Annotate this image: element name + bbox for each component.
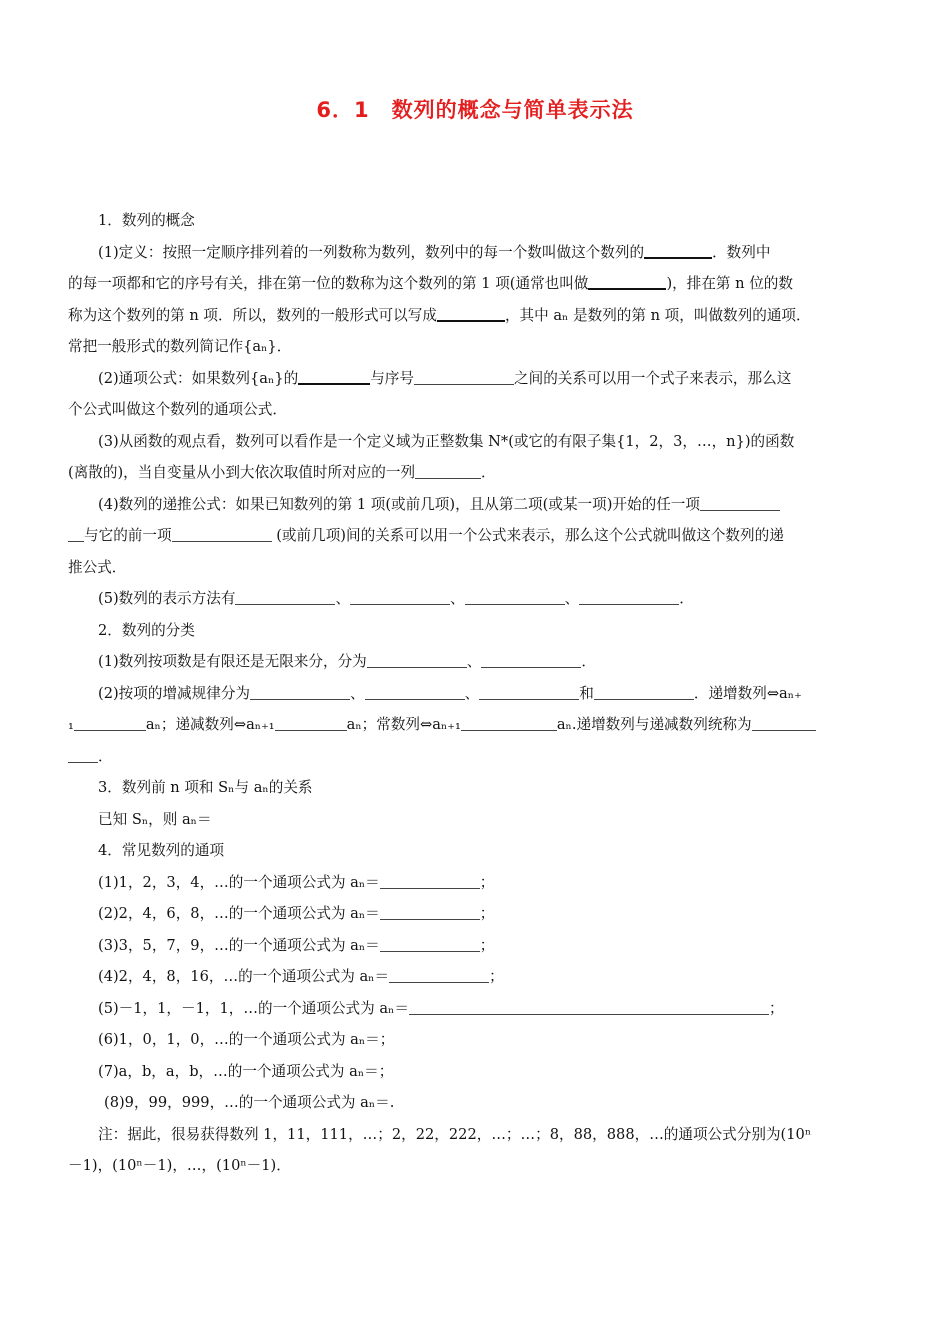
s3-line: 已知 Sₙ，则 aₙ＝ (98, 810, 212, 828)
document-body (68, 205, 884, 1182)
s4-note-line1: 注：据此，很易获得数列 1，11，111，…；2，22，222，…；…；8，88，888，…的通项公式分别为(10ⁿ (98, 1125, 812, 1143)
blank[interactable] (350, 589, 450, 605)
blank[interactable] (250, 684, 350, 700)
blank[interactable] (74, 715, 146, 731)
s2-p2-line3: ． (68, 741, 884, 773)
s1-p2-line2: 个公式叫做这个数列的通项公式． (68, 401, 287, 418)
blank[interactable] (172, 526, 272, 542)
section-3-heading: 3．数列前 n 项和 Sₙ与 aₙ的关系 (98, 779, 313, 796)
s4-item-5: (5)－1，1，－1，1，…的一个通项公式为 aₙ＝ ； (98, 999, 784, 1017)
blank[interactable] (68, 526, 84, 542)
section-4-heading: 4．常见数列的通项 (98, 842, 225, 859)
blank[interactable] (644, 242, 712, 259)
blank[interactable] (465, 589, 565, 605)
section-1-heading: 1．数列的概念 (98, 212, 195, 229)
s4-item-4: (4)2，4，8，16，…的一个通项公式为 aₙ＝ ； (98, 968, 504, 985)
s1-p5-line1: (5)数列的表示方法有 、 、 、 ． (98, 590, 694, 607)
blank[interactable] (588, 273, 666, 290)
blank[interactable] (365, 684, 465, 700)
blank[interactable] (594, 684, 694, 700)
blank[interactable] (479, 684, 579, 700)
s4-item-2: (2)2，4，6，8，…的一个通项公式为 aₙ＝ ； (98, 905, 495, 922)
blank[interactable] (235, 589, 335, 605)
page-title: 6．1 数列的概念与简单表示法 (316, 98, 634, 122)
s1-p3-line2: (离散的)，当自变量从小到大依次取值时所对应的一列 ． (68, 464, 496, 481)
blank[interactable] (367, 652, 467, 668)
blank[interactable] (298, 368, 370, 385)
blank[interactable] (700, 495, 780, 511)
s1-p4-line1: (4)数列的递推公式：如果已知数列的第 1 项(或前几项)，且从第二项(或某一项)开始的任一项 (68, 489, 884, 521)
blank[interactable] (414, 369, 514, 385)
s4-item-7: (7)a，b，a，b，…的一个通项公式为 aₙ＝； (98, 1062, 394, 1080)
blank[interactable] (579, 589, 679, 605)
s1-p2-line1: (2)通项公式：如果数列{aₙ}的 与序号 之间的关系可以用一个式子来表示，那么这 (98, 369, 792, 387)
s2-p2-line2: ₁ aₙ；递减数列⇔aₙ₊₁ aₙ；常数列⇔aₙ₊₁ aₙ.递增数列与递减数列统称为 (68, 709, 884, 741)
s1-p4-line3: 推公式． (68, 558, 127, 576)
blank[interactable] (68, 747, 98, 763)
s4-item-1: (1)1，2，3，4，…的一个通项公式为 aₙ＝ ； (98, 873, 495, 891)
s4-item-3: (3)3，5，7，9，…的一个通项公式为 aₙ＝ ； (98, 936, 495, 954)
s4-item-6: (6)1，0，1，0，…的一个通项公式为 aₙ＝； (98, 1031, 395, 1048)
blank[interactable] (415, 463, 481, 479)
s1-p1-line2: 的每一项都和它的序号有关，排在第一位的数称为这个数列的第 1 项(通常也叫做 )，排在第 n 位的数 (68, 275, 793, 292)
blank[interactable] (409, 999, 769, 1015)
s1-p1-line3: 称为这个数列的第 n 项．所以，数列的一般形式可以写成 ，其中 aₙ 是数列的第 n 项，叫做数列的通项． (68, 306, 811, 324)
s2-p2-line1: (2)按项的增减规律分为 、 、 和 ．递增数列⇔aₙ₊ (98, 684, 802, 702)
s4-item-8: (8)9，99，999，…的一个通项公式为 aₙ＝. (104, 1094, 395, 1111)
blank[interactable] (481, 652, 581, 668)
blank[interactable] (380, 904, 480, 920)
blank[interactable] (752, 715, 816, 731)
s2-p1-line1: (1)数列按项数是有限还是无限来分，分为 、 ． (98, 653, 596, 670)
s1-p1-line1: (1)定义：按照一定顺序排列着的一列数称为数列，数列中的每一个数叫做这个数列的 ．数列中 (98, 243, 771, 261)
s1-p1-line4: 常把一般形式的数列简记作{aₙ}． (68, 338, 292, 355)
s1-p3-line1: (3)从函数的观点看，数列可以看作是一个定义域为正整数集 N*(或它的有限子集{1，2，3，…，n})的函数 (98, 432, 795, 450)
blank[interactable] (275, 715, 347, 731)
blank[interactable] (380, 873, 480, 889)
blank[interactable] (437, 305, 505, 322)
blank[interactable] (380, 936, 480, 952)
blank[interactable] (461, 715, 557, 731)
section-2-heading: 2．数列的分类 (98, 621, 195, 639)
s1-p4-line2: 与它的前一项 (或前几项)间的关系可以用一个公式来表示，那么这个公式就叫做这个数列的递 (68, 520, 884, 552)
blank[interactable] (389, 967, 489, 983)
s4-note-line2: －1)，(10ⁿ－1)，…，(10ⁿ－1)． (68, 1157, 291, 1174)
